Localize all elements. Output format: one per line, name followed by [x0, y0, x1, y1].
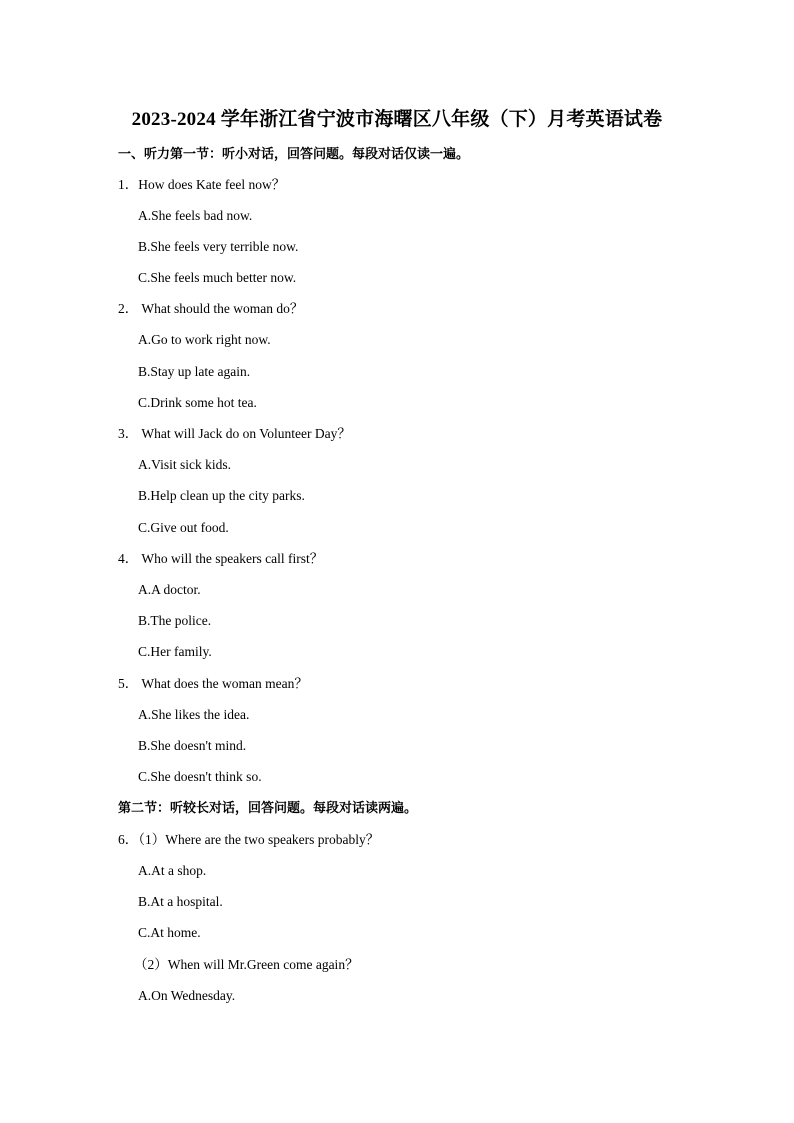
section-heading-part1: 一、听力第一节：听小对话，回答问题。每段对话仅读一遍。 [118, 146, 470, 161]
answer-option: B.Stay up late again. [138, 364, 251, 379]
answer-option: C.Drink some hot tea. [138, 395, 257, 410]
answer-option: A.Visit sick kids. [138, 457, 231, 472]
answer-option: A.Go to work right now. [138, 332, 271, 347]
answer-option: A.She feels bad now. [138, 208, 253, 223]
answer-option: C.Her family. [138, 644, 212, 659]
answer-option: C.At home. [138, 925, 201, 940]
answer-option: C.She feels much better now. [138, 270, 297, 285]
answer-option: A.At a shop. [138, 863, 207, 878]
question-stem: （2）When will Mr.Green come again？ [134, 957, 359, 972]
answer-option: B.At a hospital. [138, 894, 223, 909]
answer-option: A.On Wednesday. [138, 988, 236, 1003]
question-stem: 4． Who will the speakers call first？ [118, 551, 324, 566]
answer-option: B.The police. [138, 613, 212, 628]
answer-option: B.She feels very terrible now. [138, 239, 299, 254]
question-stem: 2． What should the woman do？ [118, 301, 304, 316]
question-stem: 6．（1）Where are the two speakers probably？ [118, 832, 380, 847]
question-stem: 3． What will Jack do on Volunteer Day？ [118, 426, 351, 441]
answer-option: B.Help clean up the city parks. [138, 488, 305, 503]
answer-option: C.She doesn't think so. [138, 769, 262, 784]
section-heading-part2: 第二节：听较长对话，回答问题。每段对话读两遍。 [118, 800, 418, 815]
question-stem: 1．How does Kate feel now？ [118, 177, 286, 192]
answer-option: A.She likes the idea. [138, 707, 250, 722]
page-title: 2023-2024 学年浙江省宁波市海曙区八年级（下）月考英语试卷 [131, 109, 663, 130]
answer-option: C.Give out food. [138, 520, 229, 535]
answer-option: B.She doesn't mind. [138, 738, 247, 753]
answer-option: A.A doctor. [138, 582, 201, 597]
question-stem: 5． What does the woman mean？ [118, 676, 308, 691]
